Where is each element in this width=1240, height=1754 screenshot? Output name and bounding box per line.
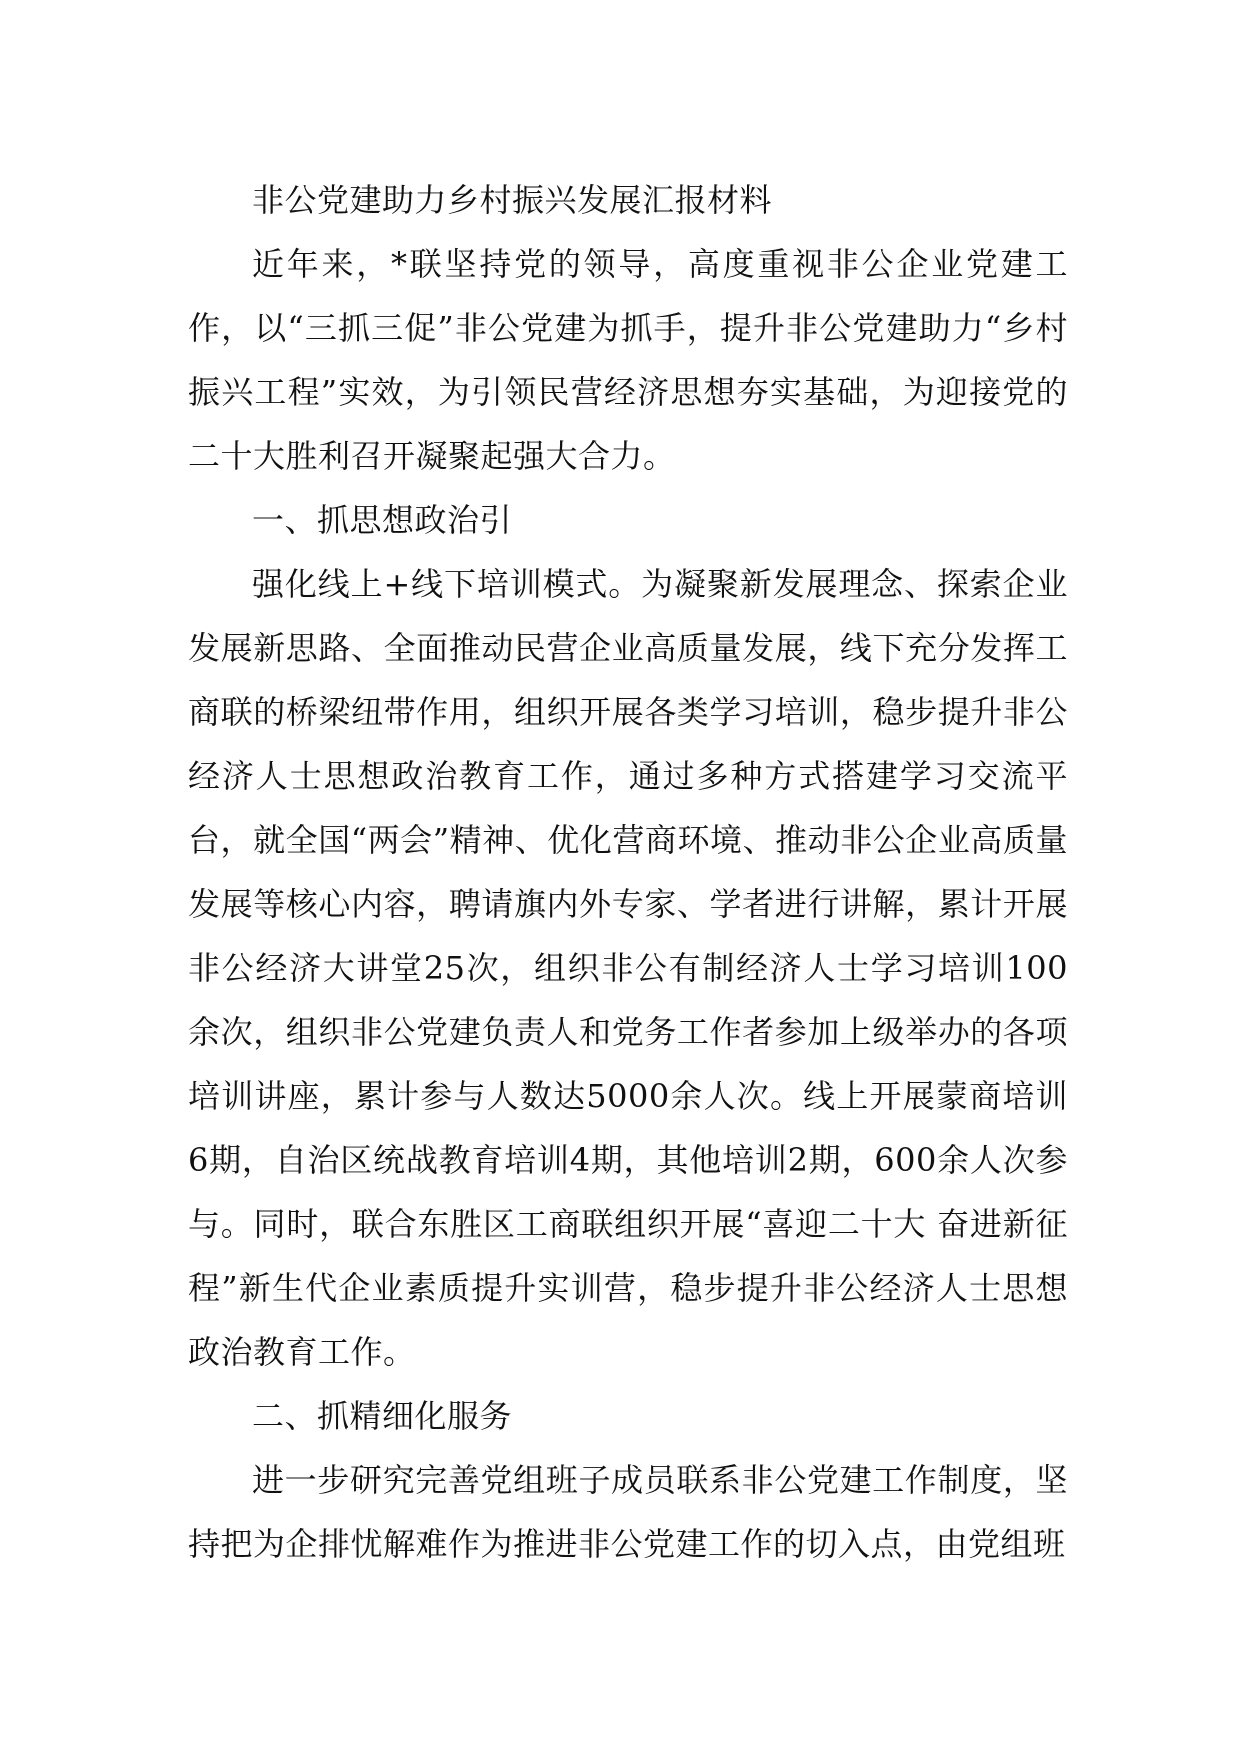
intro-paragraph: 近年来，*联坚持党的领导，高度重视非公企业党建工作，以“三抓三促”非公党建为抓手，提升非公党建助力“乡村振兴工程”实效，为引领民营经济思想夯实基础，为迎接党的二十大胜利召开凝聚起强大合力。 — [188, 245, 1068, 475]
section-2-paragraph: 进一步研究完善党组班子成员联系非公党建工作制度，坚持把为企排忧解难作为推进非公党建工作的切入点，由党组班 — [188, 1461, 1068, 1563]
document-body — [188, 168, 1068, 1576]
section-2-heading: 二、抓精细化服务 — [252, 1397, 513, 1435]
section-1-heading: 一、抓思想政治引 — [252, 501, 513, 539]
section-1-paragraph: 强化线上+线下培训模式。为凝聚新发展理念、探索企业发展新思路、全面推动民营企业高质量发展，线下充分发挥工商联的桥梁纽带作用，组织开展各类学习培训，稳步提升非公经济人士思想政治教育工作，通过多种方式搭建学习交流平台，就全国“两会”精神、优化营商环境、推动非公企业高质量发展等核心内容，聘请旗内外专家、学者进行讲解，累计开展非公经济大讲堂25次，组织非公有制经济人士学习培训100余次，组织非公党建负责人和党务工作者参加上级举办的各项培训讲座，累计参与人数达5000余人次。线上开展蒙商培训6期，自治区统战教育培训4期，其他培训2期，600余人次参与。同时，联合东胜区工商联组织开展“喜迎二十大 奋进新征程”新生代企业素质提升实训营，稳步提升非公经济人士思想政治教育工作。 — [188, 565, 1068, 1371]
document-title: 非公党建助力乡村振兴发展汇报材料 — [252, 181, 773, 219]
